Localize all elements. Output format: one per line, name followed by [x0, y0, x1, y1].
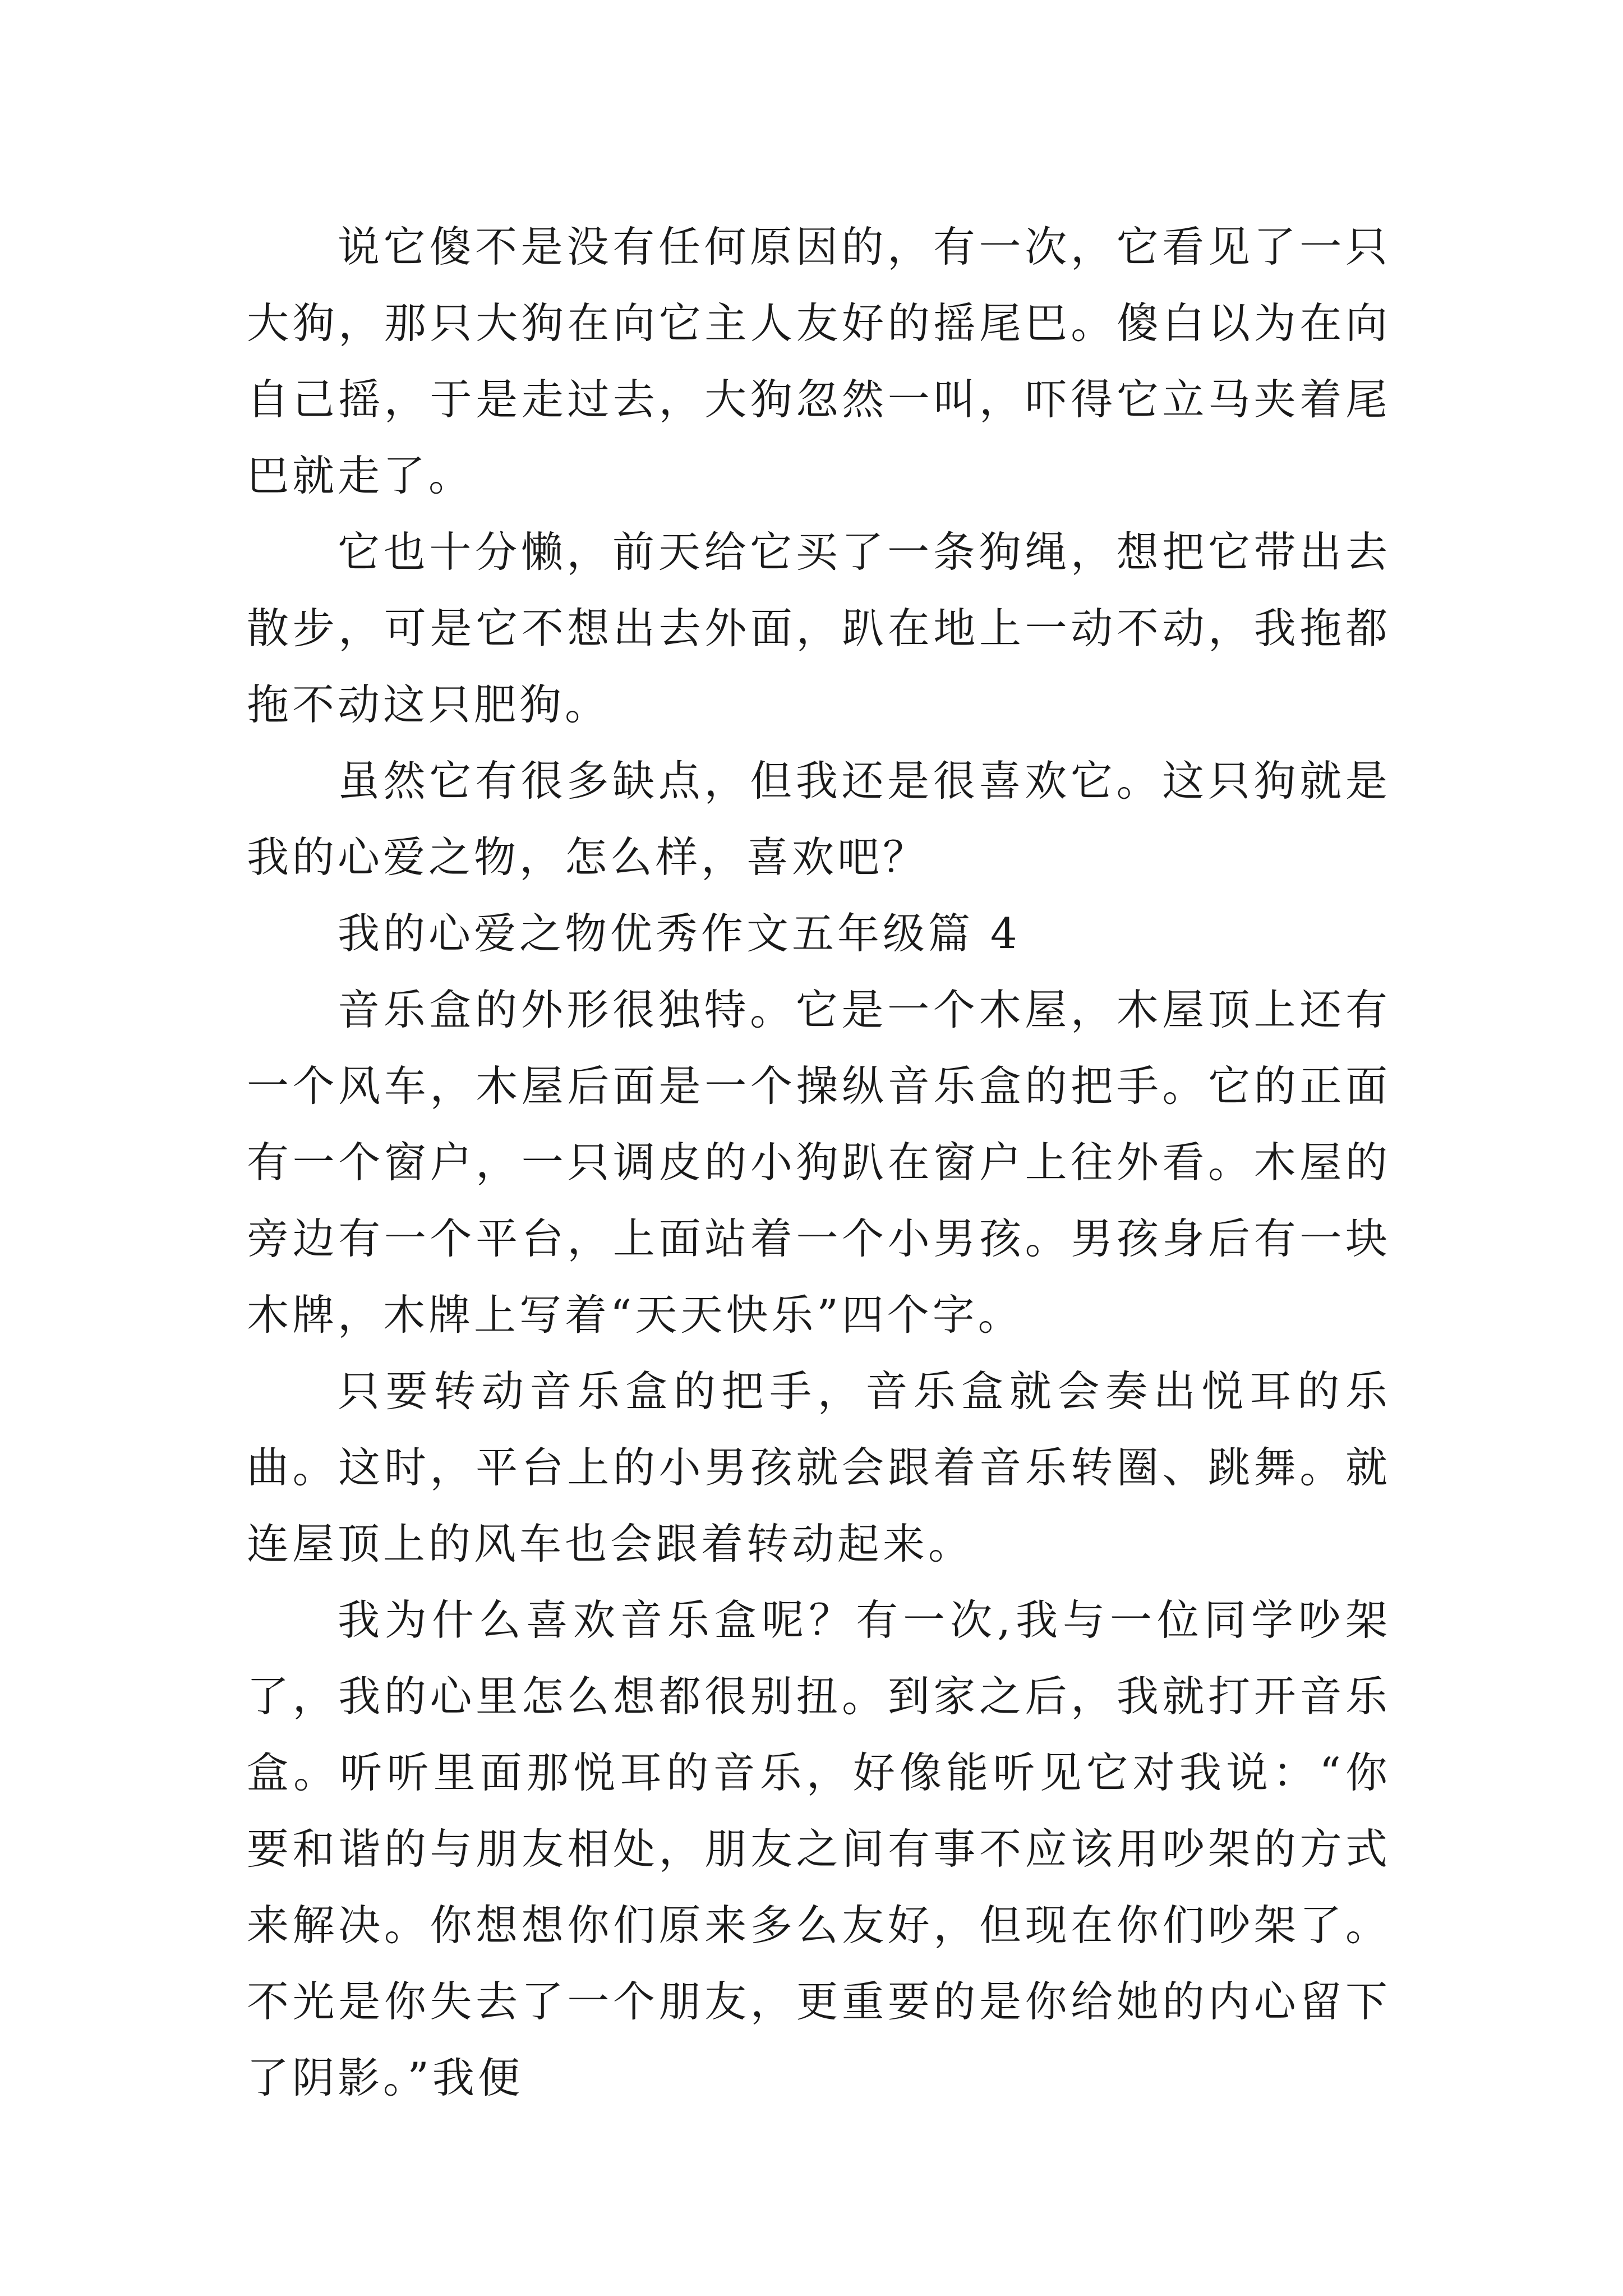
section-title: 我的心爱之物优秀作文五年级篇 4 [338, 909, 1021, 958]
paragraph-lazy-dog: 它也十分懒，前天给它买了一条狗绳，想把它带出去散步，可是它不想出去外面，趴在地上一动不动，我拖都拖不动这只肥狗。 [247, 527, 1391, 729]
paragraph-still-like-dog: 虽然它有很多缺点，但我还是很喜欢它。这只狗就是我的心爱之物，怎么样，喜欢吧？ [247, 756, 1391, 882]
paragraph-why-like-music-box: 我为什么喜欢音乐盒呢？有一次,我与一位同学吵架了，我的心里怎么想都很别扭。到家之后，我就打开音乐盒。听听里面那悦耳的音乐，好像能听见它对我说：“你要和谐的与朋友相处，朋友之间有事不应该用吵架的方式来解决。你想想你们原来多么友好，但现在你们吵架了。不光是你失去了一个朋友，更重要的是你给她的内心留下了阴影。”我便 [247, 1595, 1391, 2102]
paragraph-silly-dog: 说它傻不是没有任何原因的，有一次，它看见了一只大狗，那只大狗在向它主人友好的摇尾巴。傻白以为在向自己摇，于是走过去，大狗忽然一叫，吓得它立马夹着尾巴就走了。 [247, 222, 1391, 500]
document-body [247, 209, 1391, 2116]
paragraph-music-box-play: 只要转动音乐盒的把手，音乐盒就会奏出悦耳的乐曲。这时，平台上的小男孩就会跟着音乐转圈、跳舞。就连屋顶上的风车也会跟着转动起来。 [247, 1366, 1391, 1568]
paragraph-music-box-appearance: 音乐盒的外形很独特。它是一个木屋，木屋顶上还有一个风车，木屋后面是一个操纵音乐盒的把手。它的正面有一个窗户，一只调皮的小狗趴在窗户上往外看。木屋的旁边有一个平台，上面站着一个小男孩。男孩身后有一块木牌，木牌上写着“天天快乐”四个字。 [247, 985, 1391, 1340]
